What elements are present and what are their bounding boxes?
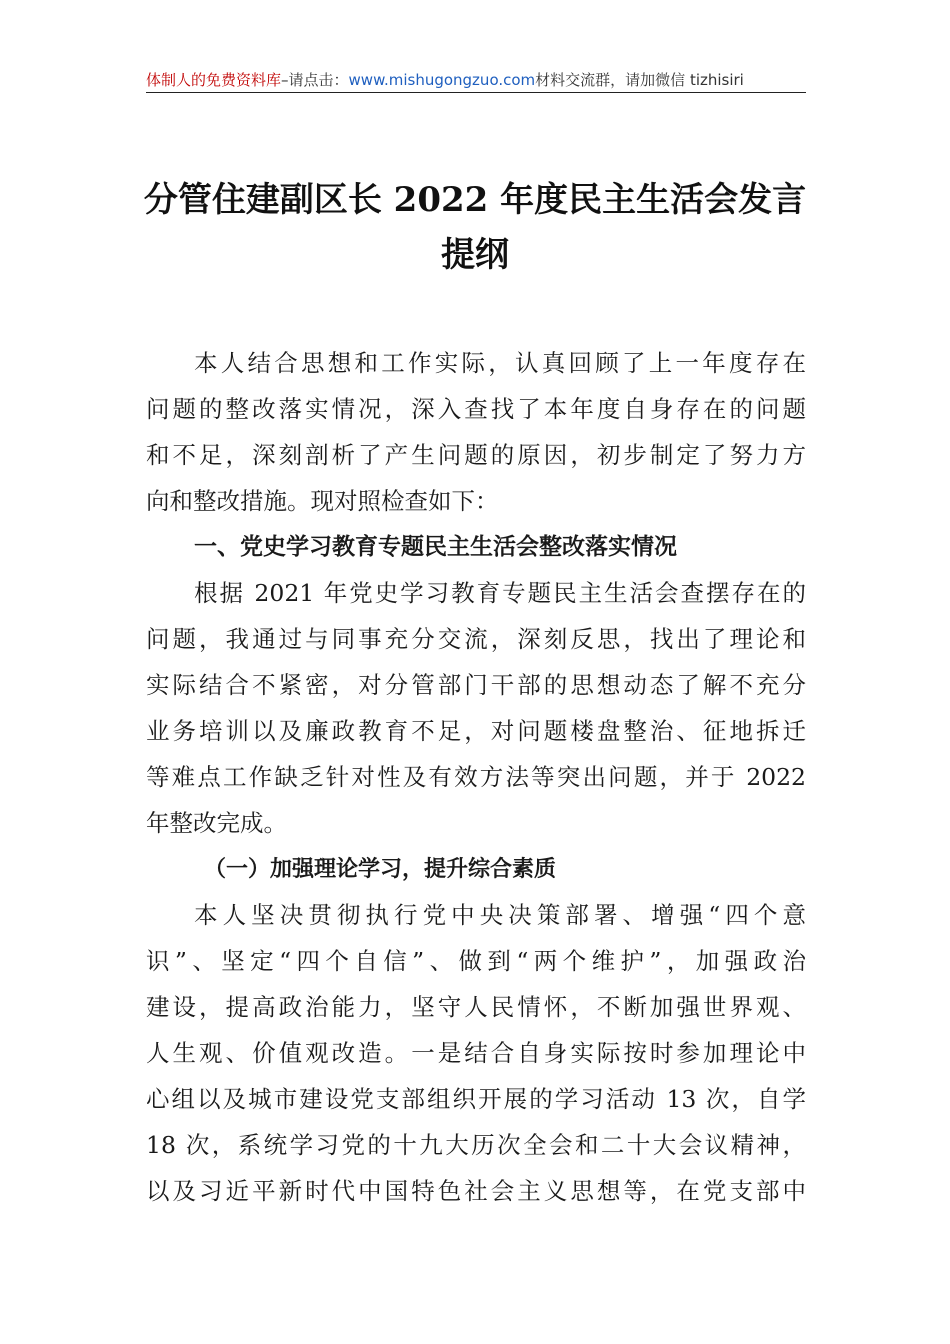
body-line: 和不足，深刻剖析了产生问题的原因，初步制定了努力方 bbox=[146, 441, 806, 469]
page-header bbox=[146, 68, 806, 93]
body-line: 年整改完成。 bbox=[146, 809, 287, 837]
subsection-heading: （一）加强理论学习，提升综合素质 bbox=[204, 856, 557, 882]
header-url-link[interactable]: www.mishugongzuo.com bbox=[348, 71, 536, 89]
document-title-line-2: 提纲 bbox=[441, 235, 509, 275]
body-line: 问题的整改落实情况，深入查找了本年度自身存在的问题 bbox=[146, 395, 806, 423]
body-line: 向和整改措施。现对照检查如下： bbox=[146, 487, 499, 515]
body-line: 识”、坚定“四个自信”、做到“两个维护”，加强政治 bbox=[146, 947, 806, 975]
body-line: 根据 2021 年党史学习教育专题民主生活会查摆存在的 bbox=[194, 579, 806, 607]
body-line: 心组以及城市建设党支部组织开展的学习活动 13 次，自学 bbox=[146, 1085, 806, 1113]
body-line: 人生观、价值观改造。一是结合自身实际按时参加理论中 bbox=[146, 1039, 806, 1067]
header-prompt: –请点击： bbox=[281, 71, 349, 89]
header-brand: 体制人的免费资料库 bbox=[146, 71, 282, 89]
body-line: 本人坚决贯彻执行党中央决策部署、增强“四个意 bbox=[194, 901, 806, 929]
body-line: 以及习近平新时代中国特色社会主义思想等，在党支部中 bbox=[146, 1177, 806, 1205]
body-line: 等难点工作缺乏针对性及有效方法等突出问题，并于 2022 bbox=[146, 763, 806, 791]
body-line: 实际结合不紧密，对分管部门干部的思想动态了解不充分 bbox=[146, 671, 806, 699]
document-title-line-1: 分管住建副区长 2022 年度民主生活会发言 bbox=[143, 180, 807, 220]
body-line: 本人结合思想和工作实际，认真回顾了上一年度存在 bbox=[194, 349, 806, 377]
body-line: 建设，提高政治能力，坚守人民情怀，不断加强世界观、 bbox=[146, 993, 806, 1021]
body-line: 业务培训以及廉政教育不足，对问题楼盘整治、征地拆迁 bbox=[146, 717, 806, 745]
body-line: 18 次，系统学习党的十九大历次全会和二十大会议精神， bbox=[146, 1131, 806, 1159]
header-contact: 材料交流群，请加微信 tizhisiri bbox=[535, 71, 744, 89]
section-heading: 一、党史学习教育专题民主生活会整改落实情况 bbox=[194, 534, 677, 560]
body-line: 问题，我通过与同事充分交流，深刻反思，找出了理论和 bbox=[146, 625, 806, 653]
